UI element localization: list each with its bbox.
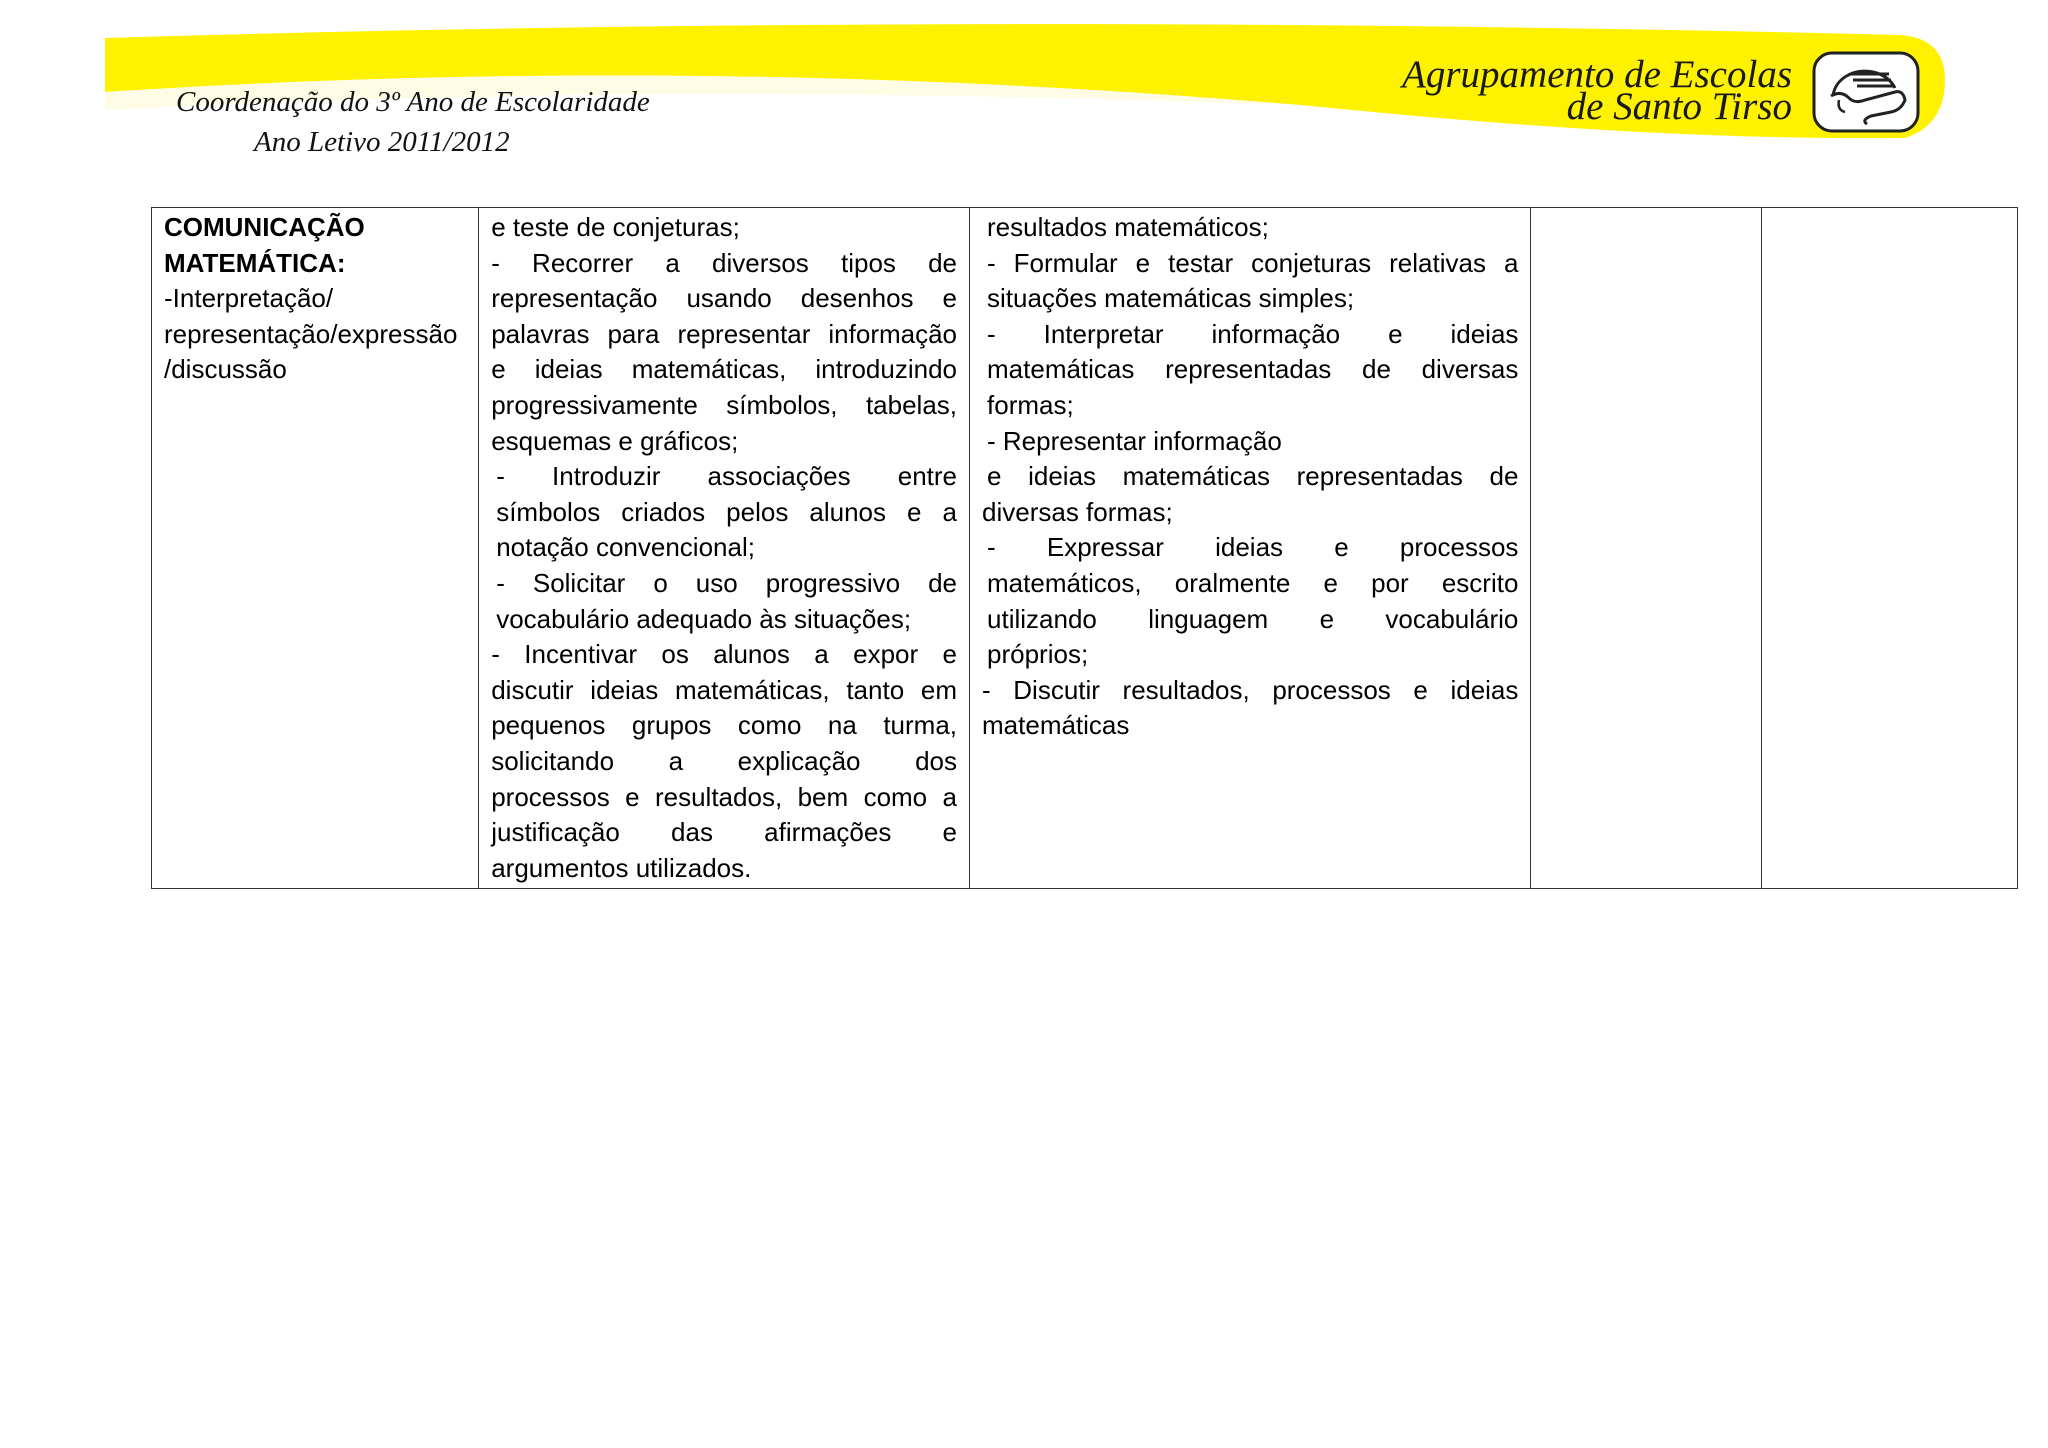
text-line: vocabulário adequado às situações;	[496, 603, 912, 634]
text-line: - Representar informação	[987, 425, 1282, 456]
text-line: argumentos utilizados.	[491, 852, 752, 883]
topic-cell	[152, 208, 479, 889]
text-line: - Discutir resultados, processos e ideias	[982, 674, 1519, 705]
topic-subitem: representação/expressão	[164, 318, 458, 349]
text-line: matemáticas representadas de diversas	[987, 354, 1519, 385]
text-line: - Recorrer a diversos tipos de	[491, 247, 958, 278]
text-line: e teste de conjeturas;	[491, 212, 740, 242]
empty-cell	[1762, 208, 2018, 889]
topic-subitem: -Interpretação/	[164, 283, 334, 314]
text-line: - Introduzir associações entre	[496, 461, 958, 492]
school-name-line1: Agrupamento de Escolas	[1402, 53, 1792, 96]
text-line: matemáticas	[982, 710, 1130, 741]
curriculum-table	[151, 207, 2018, 889]
text-line: - Incentivar os alunos a expor e	[491, 639, 958, 670]
coordination-title: Coordenação do 3º Ano de Escolaridade	[176, 86, 650, 118]
text-line: situações matemáticas simples;	[987, 283, 1355, 314]
text-line: pequenos grupos como na turma,	[491, 710, 958, 741]
text-line: - Expressar ideias e processos	[987, 532, 1519, 563]
text-line: - Formular e testar conjeturas relativas a	[987, 247, 1519, 278]
text-line: esquemas e gráficos;	[491, 425, 739, 456]
topic-title: MATEMÁTICA:	[164, 247, 346, 278]
text-line: e ideias matemáticas representadas de	[987, 461, 1519, 492]
text-line: resultados matemáticos;	[987, 212, 1269, 242]
school-name-line2: de Santo Tirso	[1566, 85, 1792, 128]
table-row	[152, 208, 2018, 889]
text-line: utilizando linguagem e vocabulário	[987, 603, 1519, 634]
text-line: justificação das afirmações e	[491, 817, 958, 848]
strategies-cell	[479, 208, 970, 889]
text-line: matemáticos, oralmente e por escrito	[987, 567, 1519, 598]
text-line: símbolos criados pelos alunos e a	[496, 496, 958, 527]
text-line: notação convencional;	[496, 532, 755, 563]
text-line: processos e resultados, bem como a	[491, 781, 958, 812]
text-line: e ideias matemáticas, introduzindo	[491, 354, 958, 385]
school-year: Ano Letivo 2011/2012	[254, 126, 510, 158]
lion-emblem-icon	[1811, 50, 1921, 134]
text-line: solicitando a explicação dos	[491, 745, 958, 776]
text-line: próprios;	[987, 639, 1089, 670]
empty-cell	[1531, 208, 1762, 889]
text-line: diversas formas;	[982, 496, 1173, 527]
text-line: - Solicitar o uso progressivo de	[496, 567, 958, 598]
objectives-cell	[970, 208, 1531, 889]
text-line: palavras para representar informação	[491, 318, 958, 349]
topic-title: COMUNICAÇÃO	[164, 212, 365, 242]
text-line: representação usando desenhos e	[491, 283, 958, 314]
text-line: progressivamente símbolos, tabelas,	[491, 389, 958, 420]
topic-subitem: /discussão	[164, 354, 287, 385]
text-line: - Interpretar informação e ideias	[987, 318, 1519, 349]
text-line: formas;	[987, 389, 1074, 420]
text-line: discutir ideias matemáticas, tanto em	[491, 674, 958, 705]
